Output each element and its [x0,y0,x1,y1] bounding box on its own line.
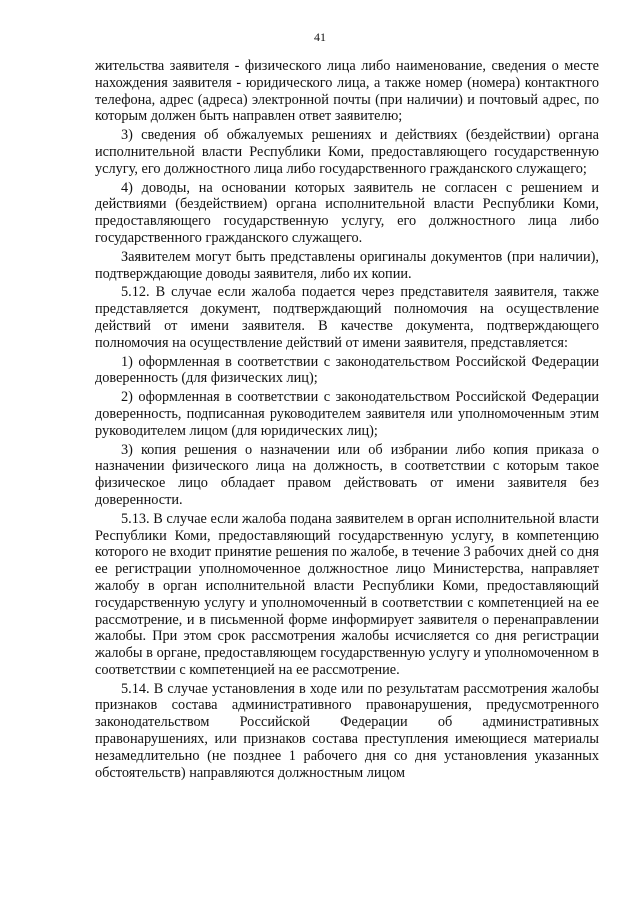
paragraph-5-12-item-1: 1) оформленная в соответствии с законодательством Российской Федерации доверенность (для физических лиц); [95,353,599,387]
paragraph-5-12: 5.12. В случае если жалоба подается через представителя заявителя, также представляется документ, подтверждающий полномочия на осуществление действий от имени заявителя. В качестве документа, подтверждающего полномочия на осуществление действий от имени заявителя, представляется: [95,284,599,351]
paragraph-5-13: 5.13. В случае если жалоба подана заявителем в орган исполнительной власти Республики Коми, предоставляющий государственную услугу, в компетенцию которого не входит принятие решения по жалобе, в течение 3 рабочих дней со дня ее регистрации уполномоченное должностное лицо Министерства, направляет жалобу в орган исполнительной власти Республики Коми, предоставляющий государственную услугу и уполномоченный в соответствии с компетенцией на ее рассмотрение, и в письменной форме информирует заявителя о перенаправлении жалобы. При этом срок рассмотрения жалобы исчисляется со дня регистрации жалобы в органе, предоставляющем государственную услугу и уполномоченном в соответствии с компетенцией на ее рассмотрение. [95,510,599,678]
paragraph-item-4-arguments: 4) доводы, на основании которых заявитель не согласен с решением и действиями (бездействием) органа исполнительной власти Республики Коми, предоставляющего государственную услугу, его должностного лица либо государственного гражданского служащего. [95,179,599,246]
page-number: 41 [314,30,326,44]
paragraph-applicant-address: жительства заявителя - физического лица либо наименование, сведения о месте нахождения заявителя - юридического лица, а также номер (номера) контактного телефона, адрес (адреса) электронной почты (при наличии) и почтовый адрес, по которым должен быть направлен ответ заявителю; [95,58,599,125]
paragraph-5-12-item-3: 3) копия решения о назначении или об избрании либо копия приказа о назначении физического лица на должность, в соответствии с которым такое физическое лицо обладает правом действовать от имени заявителя без доверенности. [95,441,599,508]
document-body [95,58,599,781]
paragraph-original-documents: Заявителем могут быть представлены оригиналы документов (при наличии), подтверждающие доводы заявителя, либо их копии. [95,248,599,282]
paragraph-item-3-appealed-decisions: 3) сведения об обжалуемых решениях и действиях (бездействии) органа исполнительной власти Республики Коми, предоставляющего государственную услугу, его должностного лица либо государственного гражданского служащего; [95,127,599,177]
paragraph-5-14: 5.14. В случае установления в ходе или по результатам рассмотрения жалобы признаков состава административного правонарушения, предусмотренного законодательством Российской Федерации об административных правонарушениях, или признаков состава преступления имеющиеся материалы незамедлительно (не позднее 1 рабочего дня со дня установления указанных обстоятельств) направляются должностным лицом [95,680,599,781]
paragraph-5-12-item-2: 2) оформленная в соответствии с законодательством Российской Федерации доверенность, подписанная руководителем заявителя или уполномоченным этим руководителем лицом (для юридических лиц); [95,389,599,439]
